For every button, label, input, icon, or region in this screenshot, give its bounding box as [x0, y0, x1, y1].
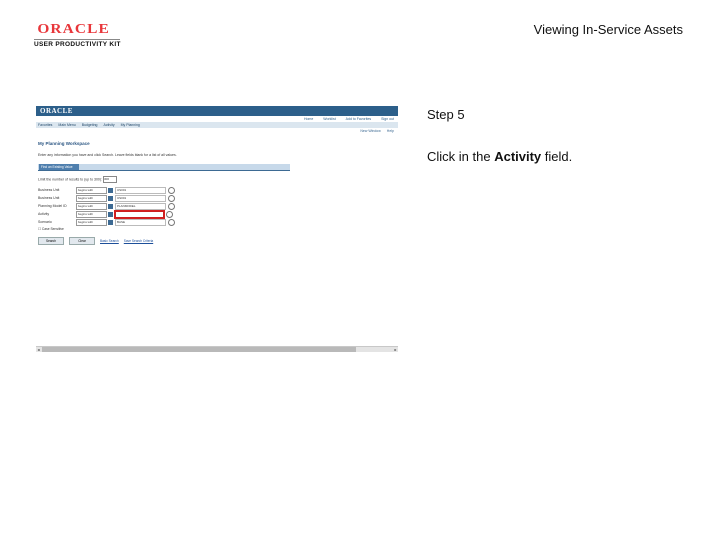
help-link[interactable]: Help [386, 129, 394, 133]
menu-budgeting[interactable]: Budgeting [81, 123, 98, 127]
criteria-label: Scenario [38, 220, 52, 224]
lookup-icon[interactable] [168, 187, 175, 194]
limit-label: Limit the number of results to (up to 300): [38, 177, 103, 182]
basic-search-link[interactable]: Basic Search [100, 239, 119, 243]
menu-favorites[interactable]: Favorites [38, 123, 53, 127]
operator-select[interactable]: begins with [76, 211, 107, 218]
link-home[interactable]: Home [303, 117, 314, 121]
lookup-icon[interactable] [168, 195, 175, 202]
criteria-label: Activity [38, 212, 50, 216]
search-buttons [38, 237, 153, 245]
lookup-icon[interactable] [166, 211, 173, 218]
criteria-row [38, 194, 175, 202]
menu-activity[interactable]: Activity [103, 123, 115, 127]
find-existing-section [38, 164, 290, 171]
menu-main[interactable]: Main Menu [58, 123, 76, 127]
link-sign-out[interactable]: Sign out [381, 117, 394, 121]
oracle-logo-text: ORACLE [37, 22, 110, 37]
criteria-label: Business Unit [38, 196, 60, 200]
app-top-bar [36, 106, 398, 116]
limit-results [38, 176, 117, 183]
application-screenshot [36, 106, 398, 352]
criteria-row-activity [38, 210, 175, 218]
app-breadcrumb-menu [36, 122, 398, 128]
save-search-link[interactable]: Save Search Criteria [123, 239, 154, 243]
dropdown-arrow-icon[interactable] [108, 196, 113, 201]
search-criteria-rows [38, 186, 175, 226]
search-button[interactable]: Search [38, 237, 64, 245]
scroll-left-icon[interactable]: ◂ [37, 347, 40, 352]
criteria-input[interactable]: US001 [115, 187, 166, 194]
step-instruction [427, 149, 572, 164]
criteria-input[interactable]: US001 [115, 195, 166, 202]
lookup-icon[interactable] [168, 203, 175, 210]
criteria-row [38, 186, 175, 194]
document-title: Viewing In-Service Assets [533, 22, 683, 37]
criteria-input[interactable]: BASE [115, 219, 166, 226]
step-label: Step 5 [427, 107, 465, 122]
case-sensitive-label: Case Sensitive [41, 227, 64, 231]
app-brand-logo: ORACLE [40, 107, 73, 115]
case-sensitive-checkbox[interactable]: ☐ Case Sensitive [38, 227, 64, 231]
instruction-field-name: Activity [494, 149, 542, 164]
operator-select[interactable]: begins with [76, 195, 107, 202]
app-page-title: My Planning Workspace [38, 141, 90, 146]
scroll-right-icon[interactable]: ▸ [394, 347, 397, 352]
instruction-suffix: field. [541, 149, 573, 164]
new-window-link[interactable]: New Window [360, 129, 381, 133]
dropdown-arrow-icon[interactable] [108, 204, 113, 209]
dropdown-arrow-icon[interactable] [108, 188, 113, 193]
link-add-favorites[interactable]: Add to Favorites [345, 117, 372, 121]
dropdown-arrow-icon[interactable] [108, 212, 113, 217]
app-page-description: Enter any information you have and click Search. Leave fields blank for a list of all values. [38, 153, 177, 157]
instruction-prefix: Click in the [427, 149, 495, 164]
dropdown-arrow-icon[interactable] [108, 220, 113, 225]
lookup-icon[interactable] [168, 219, 175, 226]
criteria-label: Business Unit [38, 188, 60, 192]
link-worklist[interactable]: Worklist [323, 117, 336, 121]
oracle-upk-logo [34, 22, 124, 48]
criteria-row [38, 218, 175, 226]
find-existing-tab[interactable]: Find an Existing Value [39, 164, 79, 170]
limit-input[interactable]: 300 [103, 176, 117, 183]
operator-select[interactable]: begins with [76, 187, 107, 194]
activity-input[interactable] [115, 211, 164, 218]
app-top-links [304, 117, 394, 121]
criteria-input[interactable]: PLANMODEL [115, 203, 166, 210]
criteria-row [38, 202, 175, 210]
scrollbar-thumb[interactable] [42, 347, 356, 352]
horizontal-scrollbar[interactable] [36, 346, 398, 352]
menu-my-planning[interactable]: My Planning [120, 123, 140, 127]
logo-subtitle: USER PRODUCTIVITY KIT [34, 41, 121, 48]
operator-select[interactable]: begins with [76, 203, 107, 210]
clear-button[interactable]: Clear [69, 237, 95, 245]
operator-select[interactable]: begins with [76, 219, 107, 226]
app-tool-links [360, 129, 394, 133]
logo-divider [34, 39, 120, 40]
criteria-label: Planning Model ID [38, 204, 67, 208]
